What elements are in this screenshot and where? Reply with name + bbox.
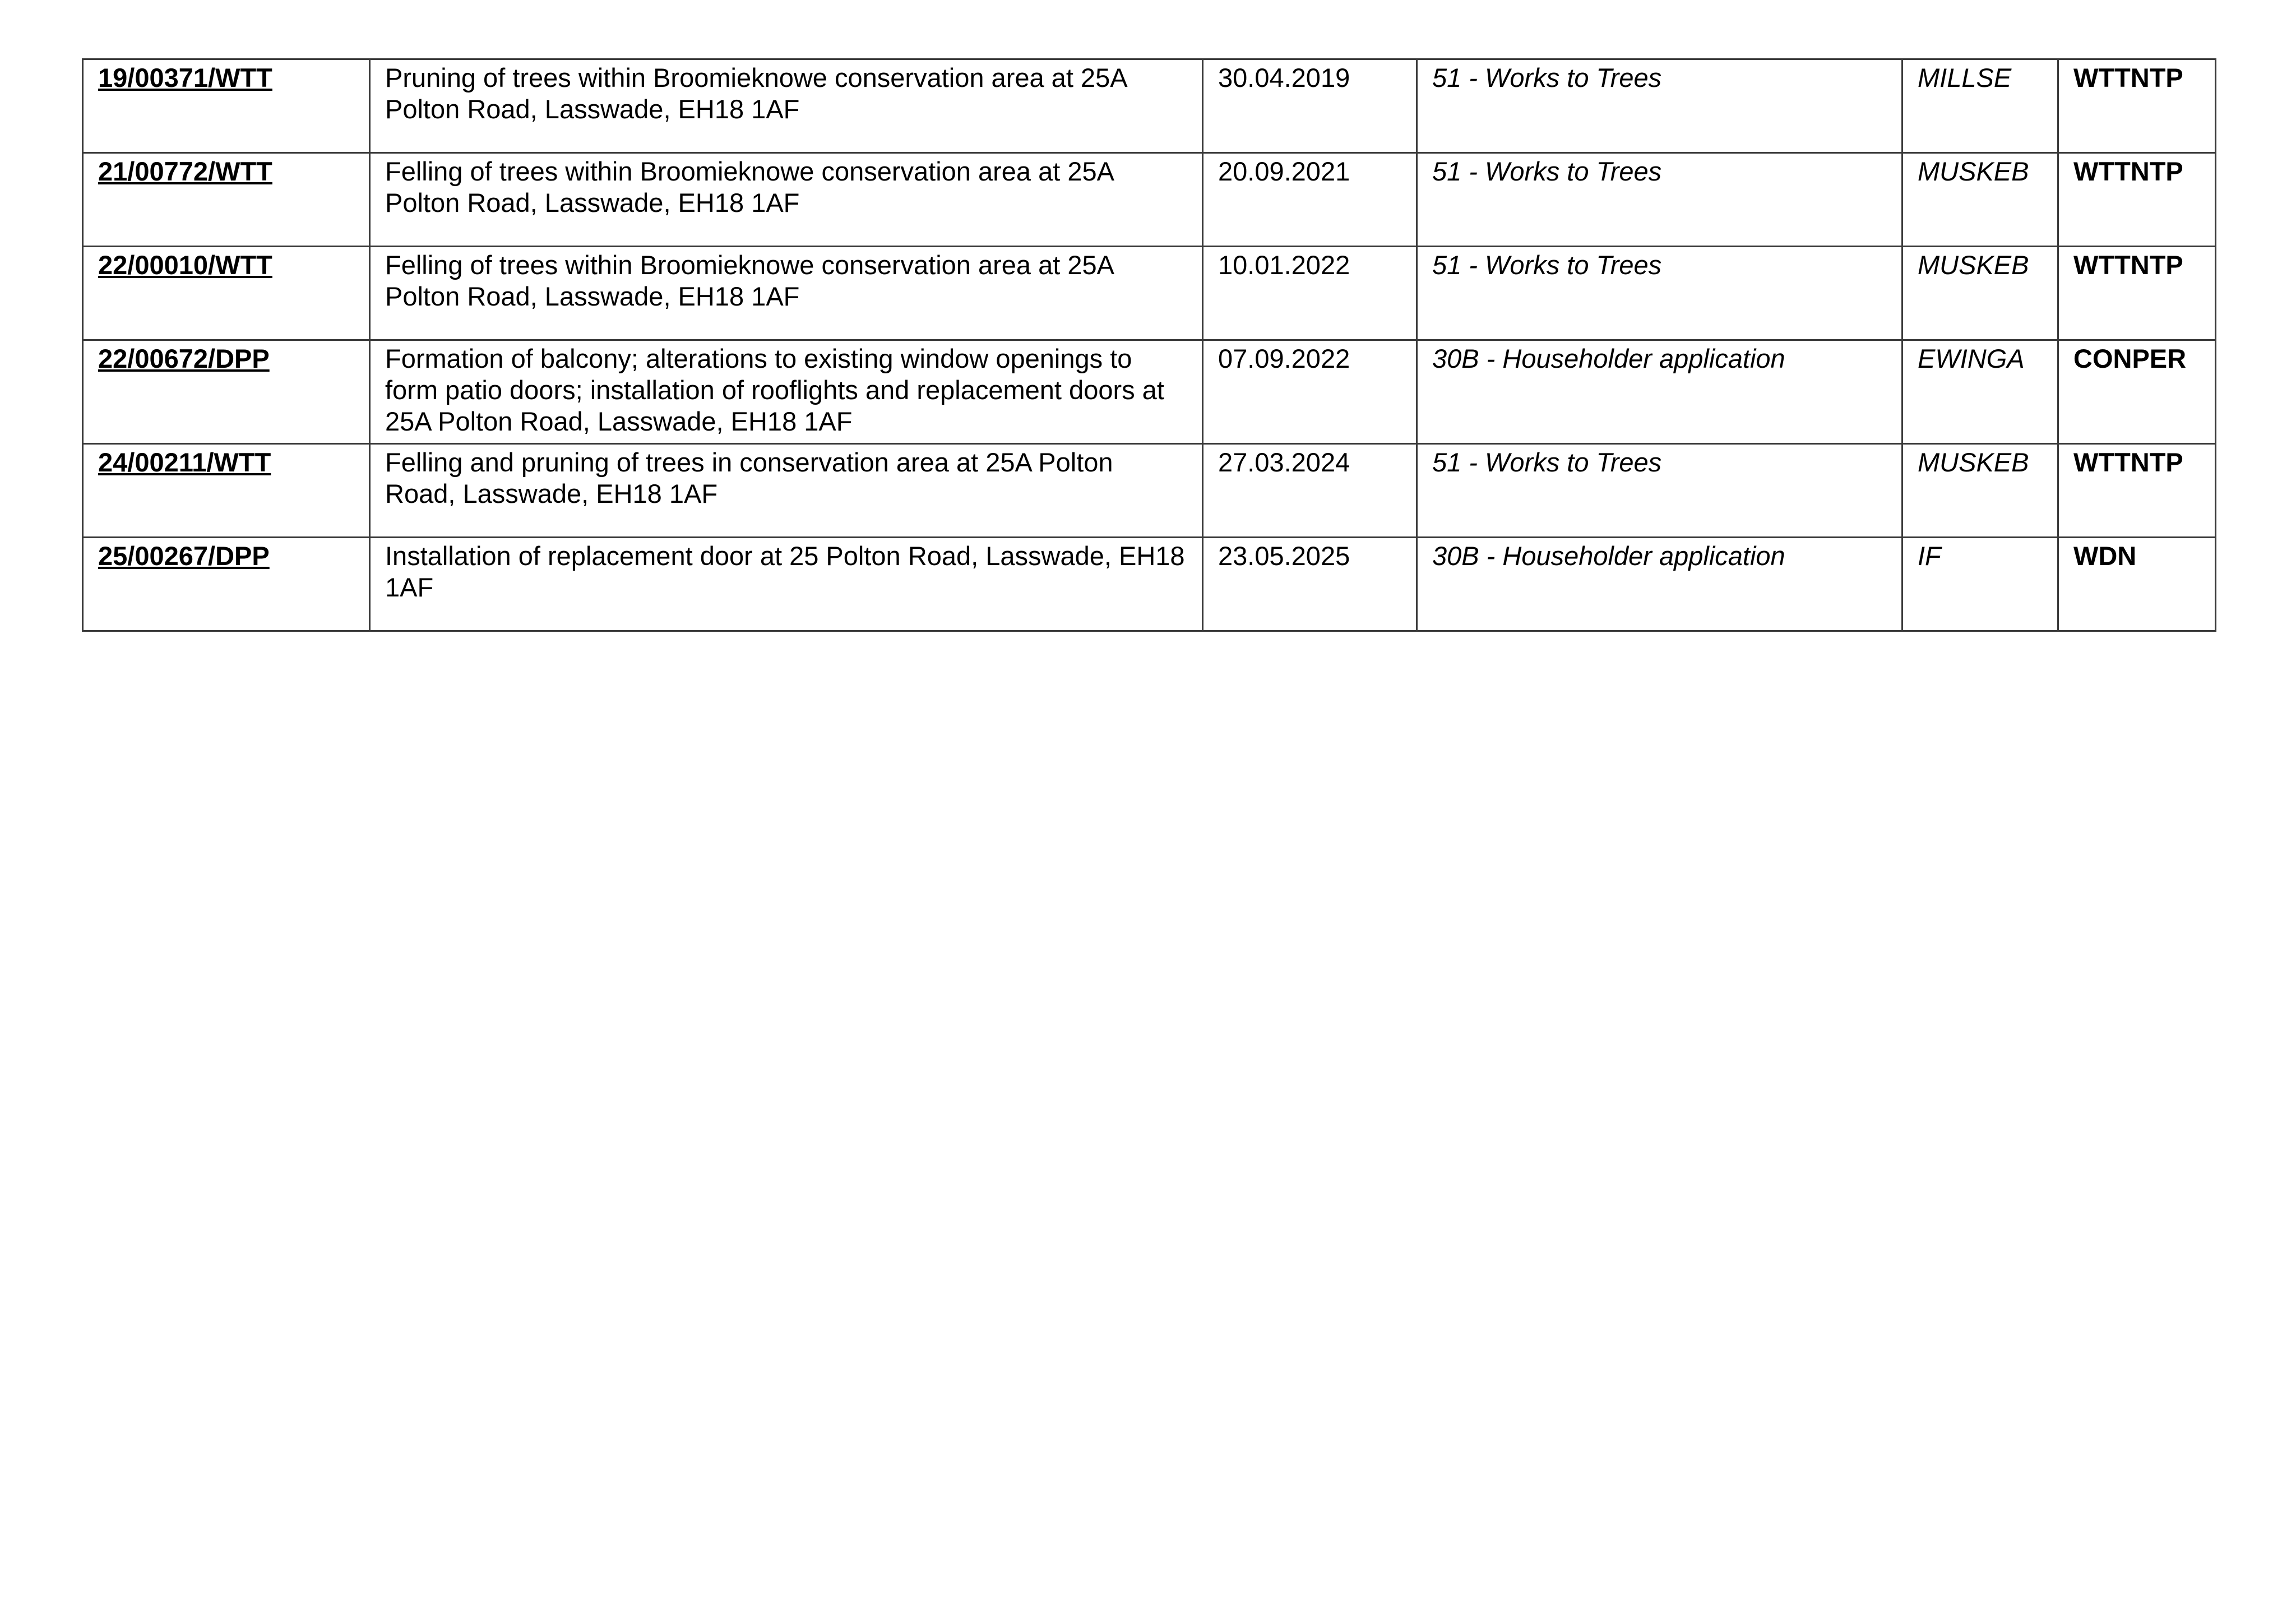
application-type-cell: 51 - Works to Trees bbox=[1417, 153, 1902, 247]
application-reference-link[interactable]: 21/00772/WTT bbox=[98, 156, 272, 186]
decision-cell: WTTNTP bbox=[2058, 153, 2216, 247]
description-cell: Formation of balcony; alterations to existing window openings to form patio doors; installation of rooflights and replacement doors at 25A Polton Road, Lasswade, EH18 1AF bbox=[370, 340, 1203, 444]
officer-cell: EWINGA bbox=[1902, 340, 2058, 444]
reference-cell bbox=[83, 247, 370, 340]
officer-cell: MUSKEB bbox=[1902, 153, 2058, 247]
table-row bbox=[83, 59, 2216, 153]
description-cell: Pruning of trees within Broomieknowe conservation area at 25A Polton Road, Lasswade, EH18 1AF bbox=[370, 59, 1203, 153]
description-cell: Felling of trees within Broomieknowe conservation area at 25A Polton Road, Lasswade, EH18 1AF bbox=[370, 153, 1203, 247]
date-cell: 30.04.2019 bbox=[1203, 59, 1417, 153]
description-cell: Felling and pruning of trees in conservation area at 25A Polton Road, Lasswade, EH18 1AF bbox=[370, 444, 1203, 538]
date-cell: 27.03.2024 bbox=[1203, 444, 1417, 538]
reference-cell bbox=[83, 538, 370, 631]
table-row bbox=[83, 153, 2216, 247]
application-type-cell: 51 - Works to Trees bbox=[1417, 59, 1902, 153]
table-row bbox=[83, 538, 2216, 631]
planning-applications-table bbox=[82, 58, 2216, 632]
application-reference-link[interactable]: 19/00371/WTT bbox=[98, 63, 272, 92]
application-reference-link[interactable]: 22/00010/WTT bbox=[98, 250, 272, 280]
decision-cell: WTTNTP bbox=[2058, 444, 2216, 538]
date-cell: 07.09.2022 bbox=[1203, 340, 1417, 444]
officer-cell: MUSKEB bbox=[1902, 247, 2058, 340]
officer-cell: MUSKEB bbox=[1902, 444, 2058, 538]
decision-cell: WDN bbox=[2058, 538, 2216, 631]
description-cell: Felling of trees within Broomieknowe conservation area at 25A Polton Road, Lasswade, EH18 1AF bbox=[370, 247, 1203, 340]
officer-cell: MILLSE bbox=[1902, 59, 2058, 153]
application-reference-link[interactable]: 22/00672/DPP bbox=[98, 344, 270, 373]
reference-cell bbox=[83, 59, 370, 153]
table-row bbox=[83, 444, 2216, 538]
decision-cell: CONPER bbox=[2058, 340, 2216, 444]
application-reference-link[interactable]: 25/00267/DPP bbox=[98, 541, 270, 571]
table-row bbox=[83, 340, 2216, 444]
officer-cell: IF bbox=[1902, 538, 2058, 631]
description-cell: Installation of replacement door at 25 Polton Road, Lasswade, EH18 1AF bbox=[370, 538, 1203, 631]
application-type-cell: 30B - Householder application bbox=[1417, 340, 1902, 444]
application-type-cell: 51 - Works to Trees bbox=[1417, 444, 1902, 538]
reference-cell bbox=[83, 444, 370, 538]
date-cell: 23.05.2025 bbox=[1203, 538, 1417, 631]
reference-cell bbox=[83, 340, 370, 444]
date-cell: 10.01.2022 bbox=[1203, 247, 1417, 340]
reference-cell bbox=[83, 153, 370, 247]
application-type-cell: 51 - Works to Trees bbox=[1417, 247, 1902, 340]
decision-cell: WTTNTP bbox=[2058, 247, 2216, 340]
application-type-cell: 30B - Householder application bbox=[1417, 538, 1902, 631]
application-reference-link[interactable]: 24/00211/WTT bbox=[98, 447, 271, 477]
decision-cell: WTTNTP bbox=[2058, 59, 2216, 153]
table-row bbox=[83, 247, 2216, 340]
date-cell: 20.09.2021 bbox=[1203, 153, 1417, 247]
